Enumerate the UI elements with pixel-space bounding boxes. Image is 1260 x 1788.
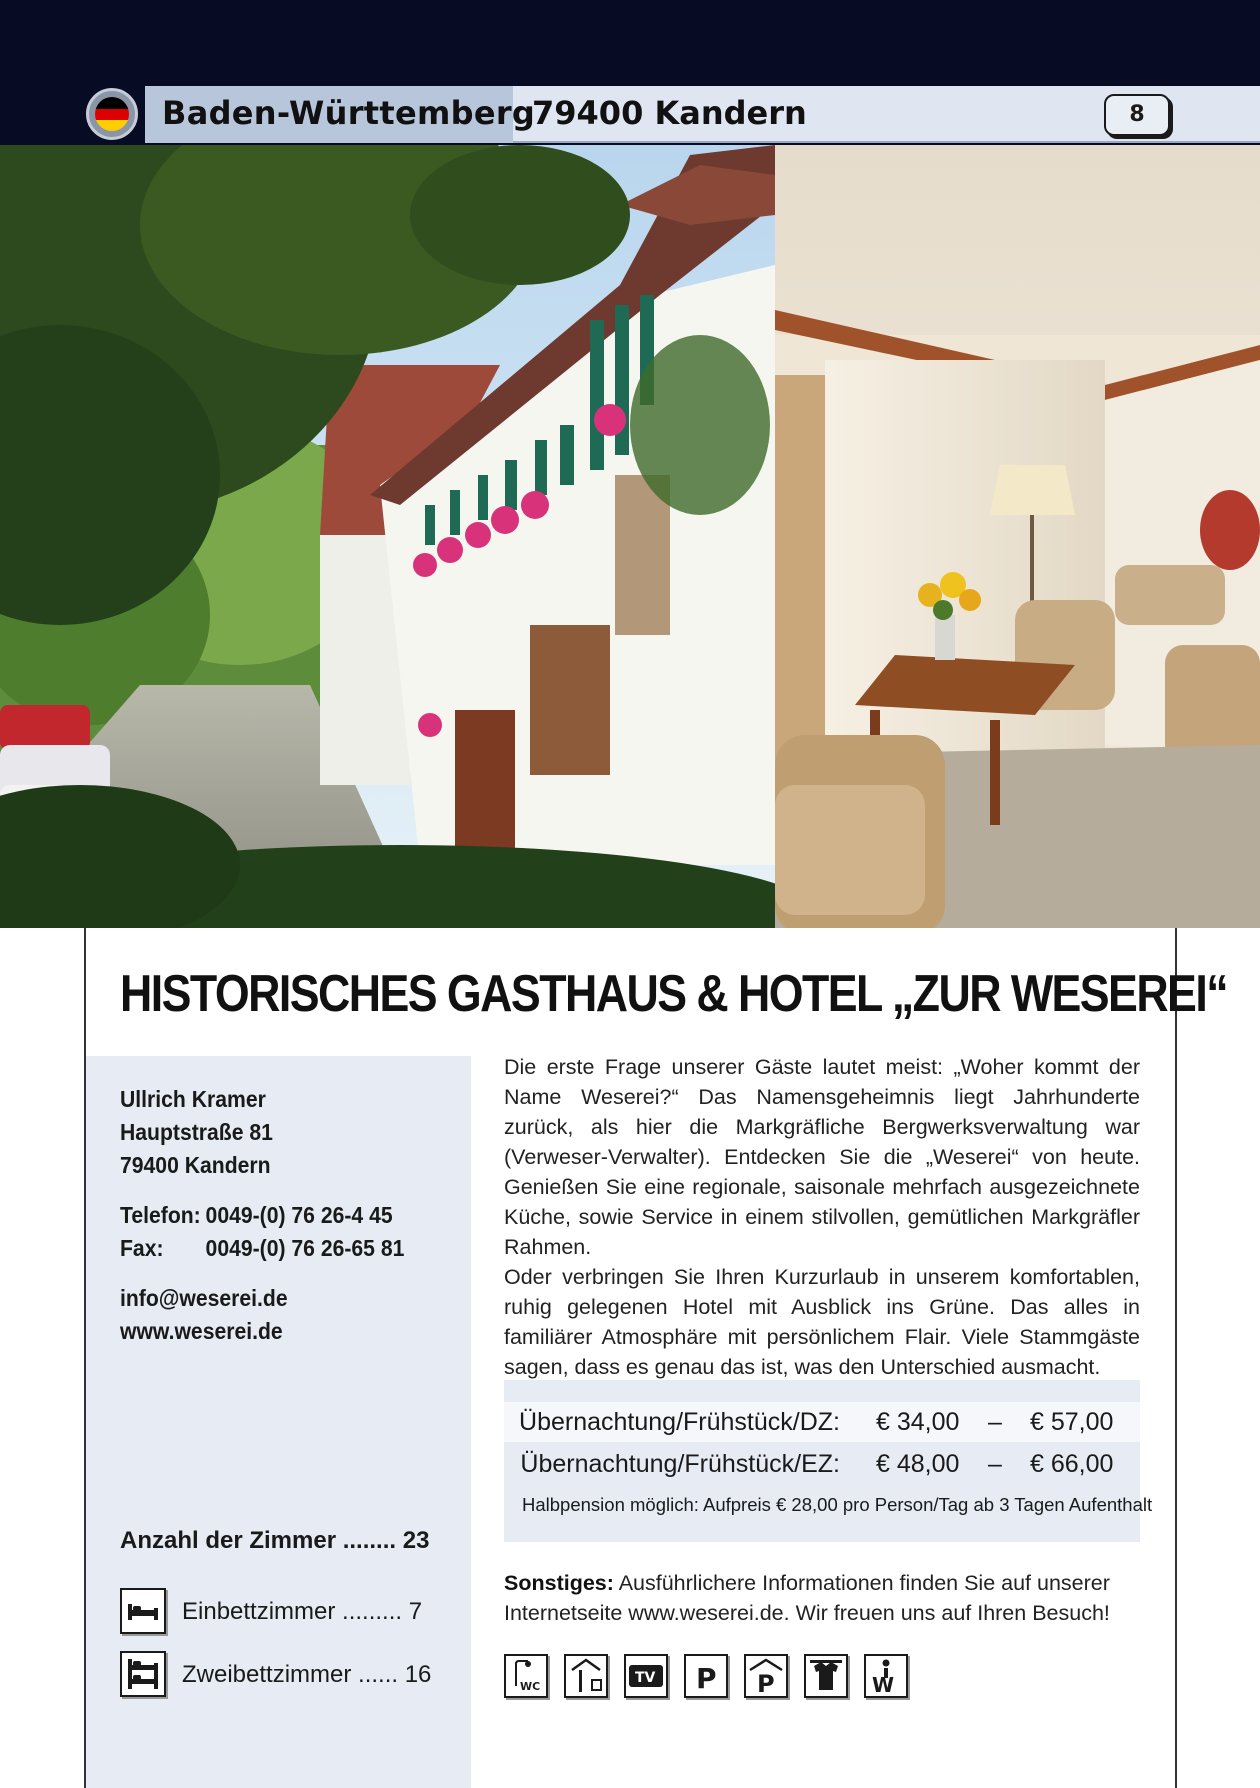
- hotel-room-photo: [775, 145, 1260, 928]
- misc-info: [504, 1568, 1144, 1628]
- wellness-icon: [864, 1654, 908, 1698]
- photo-strip: [0, 145, 1260, 928]
- room-count-heading: Anzahl der Zimmer ........ 23: [120, 1527, 430, 1554]
- email-link[interactable]: info@weserei.de: [120, 1285, 288, 1311]
- german-flag-icon: [86, 88, 138, 140]
- page-number: 8: [1104, 94, 1170, 136]
- website-link[interactable]: www.weserei.de: [120, 1318, 283, 1344]
- price-from: € 48,00: [876, 1450, 960, 1478]
- parking-icon: [684, 1654, 728, 1698]
- price-to: € 66,00: [1030, 1450, 1114, 1478]
- price-to: € 57,00: [1030, 1408, 1114, 1436]
- price-table: [504, 1380, 1153, 1542]
- wellness-label: W: [872, 1673, 895, 1696]
- shower-wc-icon: [504, 1654, 548, 1698]
- price-label: Übernachtung/Frühstück/EZ:: [520, 1450, 840, 1478]
- garage-label: P: [757, 1670, 775, 1696]
- price-label: Übernachtung/Frühstück/DZ:: [519, 1408, 840, 1436]
- phone-row: [120, 1202, 393, 1229]
- price-from: € 34,00: [876, 1408, 960, 1436]
- single-bed-icon: [120, 1588, 166, 1634]
- fax-number: 0049-(0) 76 26-65 81: [205, 1235, 405, 1261]
- dress-code-icon: [804, 1654, 848, 1698]
- double-bed-icon: [120, 1651, 166, 1697]
- fax-label: Fax:: [120, 1235, 164, 1261]
- contact-zip-city: 79400 Kandern: [120, 1152, 271, 1178]
- contact-street: Hauptstraße 81: [120, 1119, 273, 1145]
- misc-text: Ausführlichere Informationen finden Sie auf unserer Internetseite www.weserei.de. Wir freuen uns auf Ihren Besuch!: [504, 1571, 1110, 1625]
- contact-name: Ullrich Kramer: [120, 1086, 266, 1112]
- price-dash: –: [988, 1450, 1002, 1478]
- wc-label: WC: [520, 1680, 541, 1693]
- price-row-ez: [504, 1444, 1140, 1484]
- phone-label: Telefon:: [120, 1202, 201, 1228]
- price-dash: –: [988, 1408, 1002, 1436]
- phone-number[interactable]: 0049-(0) 76 26-4 45: [205, 1202, 393, 1228]
- region-name: Baden-Württemberg: [162, 94, 536, 132]
- parking-label: P: [696, 1662, 717, 1695]
- half-board-note: Halbpension möglich: Aufpreis € 28,00 pro Person/Tag ab 3 Tagen Aufenthalt: [522, 1494, 1153, 1515]
- shower-icon: [564, 1654, 608, 1698]
- description-paragraph: Oder verbringen Sie Ihren Kurzurlaub in unserem komfortablen, ruhig gelegenen Hotel mit Ausblick ins Grüne. Das alles in familiärer Atmosphäre mit persönlichem Flair. Viele Stammgäste sagen, dass es genau das ist, was den Unterschied ausmacht.: [504, 1265, 1140, 1379]
- hotel-description: [504, 1052, 1140, 1382]
- single-room-label: Einbettzimmer ......... 7: [182, 1598, 423, 1625]
- misc-label: Sonstiges:: [504, 1571, 614, 1595]
- city-name: 79400 Kandern: [532, 94, 807, 132]
- double-room-label: Zweibettzimmer ...... 16: [182, 1661, 432, 1688]
- tv-icon: [624, 1654, 668, 1698]
- hotel-title: HISTORISCHES GASTHAUS & HOTEL „ZUR WESEREI“: [120, 965, 1228, 1023]
- tv-label: TV: [635, 1670, 656, 1686]
- description-paragraph: Die erste Frage unserer Gäste lautet meist: „Woher kommt der Name Weserei?“ Das Namensgeheimnis liegt Jahrhunderte zurück, als hier die Markgräfliche Bergwerksverwaltung war (Verweser-Verwalter). Entdecken Sie die „Weserei“ von heute. Genießen Sie eine regionale, saisonale mehrfach ausgezeichnete Küche, sowie Service in einem stilvollen, gemütlichen Markgräfler Rahmen.: [504, 1055, 1140, 1259]
- price-row-dz: [504, 1402, 1140, 1442]
- garage-icon: [744, 1654, 788, 1698]
- fax-row: [120, 1235, 404, 1262]
- hotel-exterior-photo: [0, 145, 775, 928]
